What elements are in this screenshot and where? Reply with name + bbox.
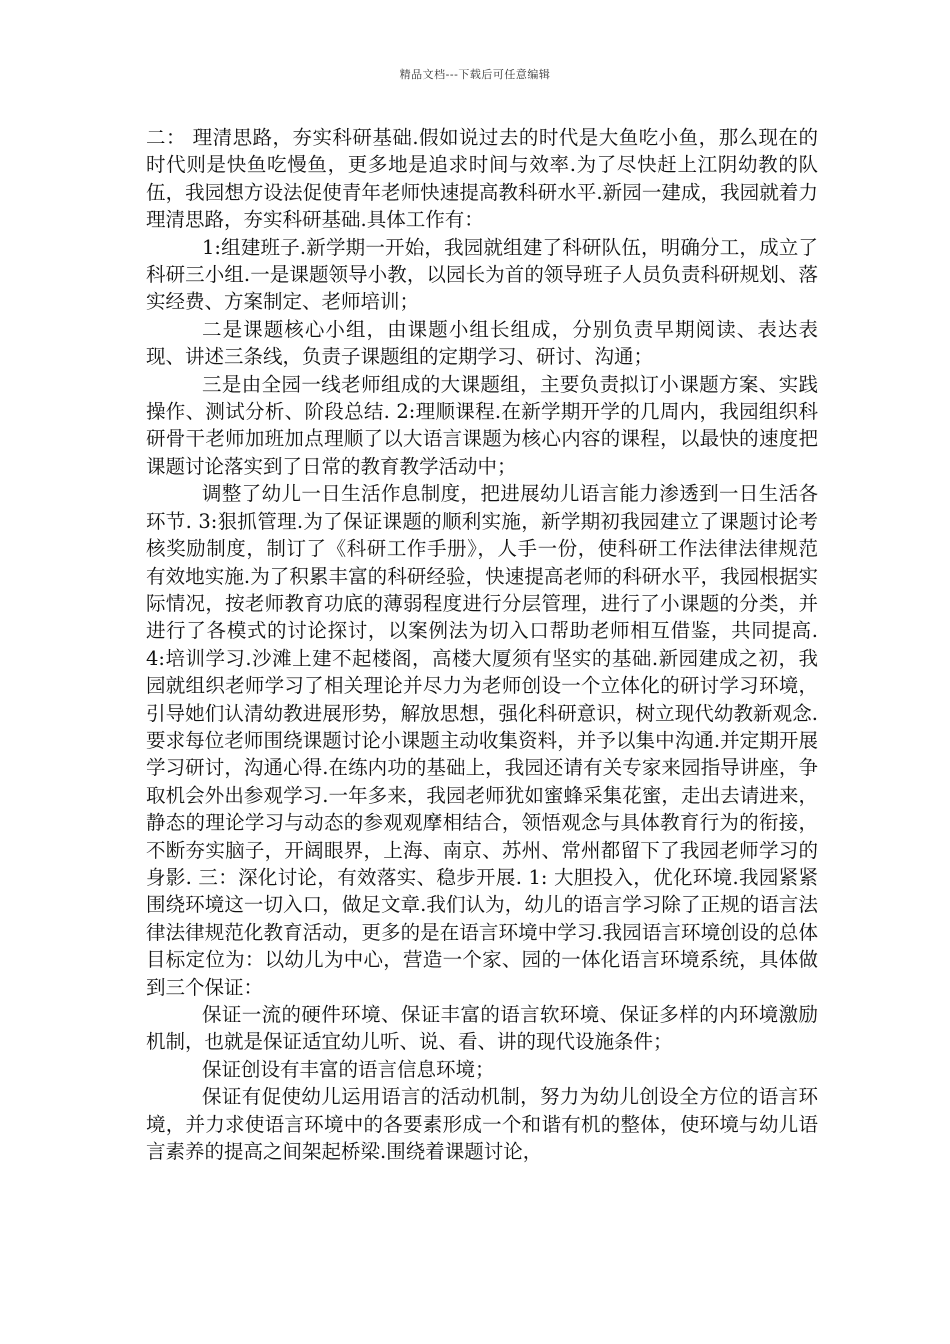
paragraph: 1:组建班子.新学期一开始，我园就组建了科研队伍，明确分工，成立了科研三小组.一是课题领导小教，以园长为首的领导班子人员负责科研规划、落实经费、方案制定、老师培训； — [146, 235, 818, 314]
paragraph: 保证一流的硬件环境、保证丰富的语言软环境、保证多样的内环境激励机制，也就是保证适宜幼儿听、说、看、讲的现代设施条件； — [146, 1003, 818, 1054]
paragraph: 三是由全园一线老师组成的大课题组，主要负责拟订小课题方案、实践操作、测试分析、阶段总结. 2:理顺课程.在新学期开学的几周内，我园组织科研骨干老师加班加点理顺了以大语言课题为核心内容的课程，以最快的速度把课题讨论落实到了日常的教育教学活动中； — [146, 372, 818, 478]
paragraph: 调整了幼儿一日生活作息制度，把进展幼儿语言能力渗透到一日生活各环节. 3:狠抓管理.为了保证课题的顺利实施，新学期初我园建立了课题讨论考核奖励制度，制订了《科研工作手册》，人手一份，使科研工作法律法律规范有效地实施.为了积累丰富的科研经验，快速提高老师的科研水平，我园根据实际情况，按老师教育功底的薄弱程度进行分层管理，进行了小课题的分类，并进行了各模式的讨论探讨，以案例法为切入口帮助老师相互借鉴，共同提高. 4:培训学习.沙滩上建不起楼阁，高楼大厦须有坚实的基础.新园建成之初，我园就组织老师学习了相关理论并尽力为老师创设一个立体化的研讨学习环境，引导她们认清幼教进展形势，解放思想，强化科研意识，树立现代幼教新观念.要求每位老师围绕课题讨论小课题主动收集资料，并予以集中沟通.并定期开展学习研讨，沟通心得.在练内功的基础上，我园还请有关专家来园指导讲座，争取机会外出参观学习.一年多来，我园老师犹如蜜蜂采集花蜜，走出去请进来，静态的理论学习与动态的参观观摩相结合，领悟观念与具体教育行为的衔接，不断夯实脑子，开阔眼界，上海、南京、苏州、常州都留下了我园老师学习的身影. 三：深化讨论，有效落实、稳步开展. 1: 大胆投入，优化环境.我园紧紧围绕环境这一切入口，做足文章.我们认为，幼儿的语言学习除了正规的语言法律法律规范化教育活动，更多的是在语言环境中学习.我园语言环境创设的总体目标定位为：以幼儿为中心，营造一个家、园的一体化语言环境系统，具体做到三个保证： — [146, 482, 818, 999]
paragraph: 二是课题核心小组，由课题小组长组成，分别负责早期阅读、表达表现、讲述三条线，负责子课题组的定期学习、研讨、沟通； — [146, 317, 818, 369]
document-body — [146, 124, 818, 1165]
page-header: 精品文档---下载后可任意编辑 — [399, 68, 551, 81]
paragraph: 保证创设有丰富的语言信息环境； — [202, 1057, 495, 1081]
paragraph: 保证有促使幼儿运用语言的活动机制，努力为幼儿创设全方位的语言环境，并力求使语言环境中的各要素形成一个和谐有机的整体，使环境与幼儿语言素养的提高之间架起桥梁.围绕着课题讨论， — [146, 1085, 818, 1164]
paragraph: 二： 理清思路，夯实科研基础.假如说过去的时代是大鱼吃小鱼，那么现在的时代则是快鱼吃慢鱼，更多地是追求时间与效率.为了尽快赶上江阴幼教的队伍，我园想方设法促使青年老师快速提高教科研水平.新园一建成，我园就着力理清思路，夯实科研基础.具体工作有： — [146, 126, 818, 232]
